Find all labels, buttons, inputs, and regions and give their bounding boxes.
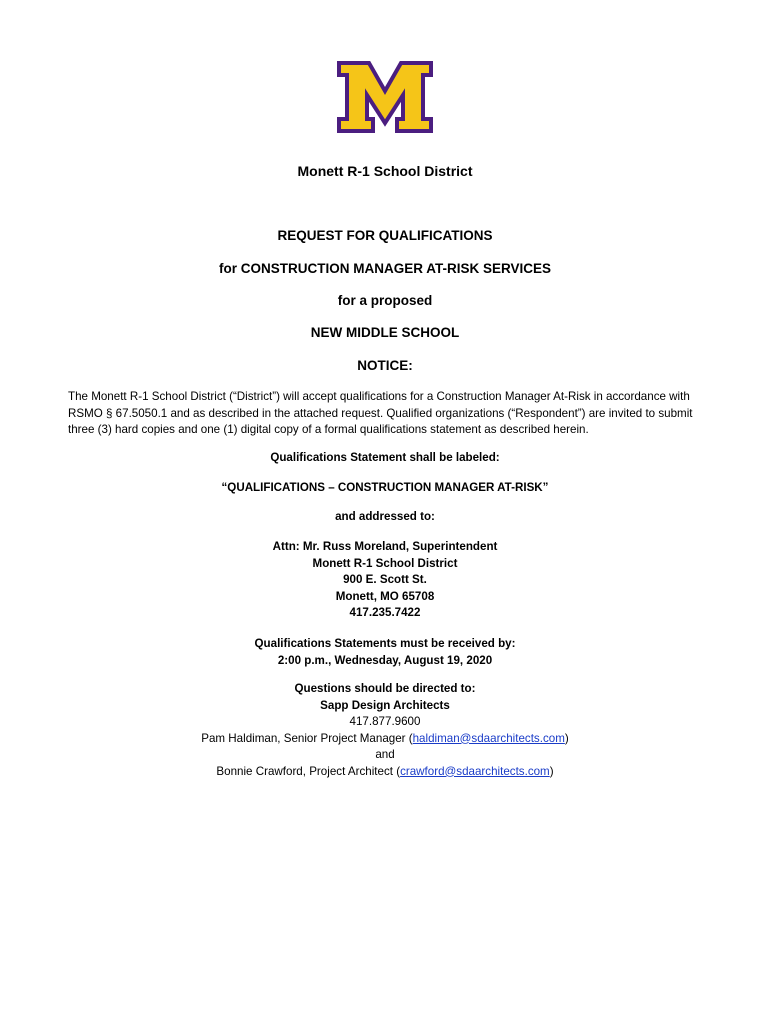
rfq-title: REQUEST FOR QUALIFICATIONS — [277, 228, 493, 243]
rfq-proposed: for a proposed — [337, 293, 433, 308]
rfq-project: NEW MIDDLE SCHOOL — [310, 325, 460, 340]
address-street: 900 E. Scott St. — [343, 573, 427, 586]
contact-bonnie — [0, 764, 770, 781]
deadline-datetime: 2:00 p.m., Wednesday, August 19, 2020 — [277, 653, 493, 667]
mailing-address — [0, 539, 770, 622]
notice-paragraph — [68, 389, 708, 439]
notice-heading: NOTICE: — [357, 358, 413, 373]
contact-pam-close: ) — [564, 731, 569, 745]
questions-heading: Questions should be directed to: — [294, 682, 476, 695]
deadline-heading: Qualifications Statements must be received by: — [254, 637, 516, 650]
questions-firm: Sapp Design Architects — [320, 698, 450, 712]
address-phone: 417.235.7422 — [349, 606, 421, 619]
contact-pam-text: Pam Haldiman, Senior Project Manager ( — [201, 731, 413, 745]
crawford-email-link[interactable]: crawford@sdaarchitects.com — [400, 764, 550, 778]
paragraph-line: three (3) hard copies and one (1) digital copy of a formal qualifications statement as described herein. — [68, 423, 589, 437]
paragraph-line: The Monett R-1 School District (“District”) will accept qualifications for a Construction Manager At-Risk in accordance with — [68, 390, 690, 403]
rfq-services: for CONSTRUCTION MANAGER AT-RISK SERVICES — [218, 261, 551, 276]
contact-bonnie-text: Bonnie Crawford, Project Architect ( — [216, 764, 401, 778]
address-org: Monett R-1 School District — [312, 556, 458, 570]
and-text: and — [375, 748, 395, 761]
labeling-heading: Qualifications Statement shall be labeled: — [270, 451, 500, 464]
haldiman-email-link[interactable]: haldiman@sdaarchitects.com — [412, 731, 565, 745]
paragraph-line: RSMO § 67.5050.1 and as described in the attached request. Qualified organizations (“Respondent”) are invited to submit — [68, 406, 693, 420]
district-title: Monett R-1 School District — [297, 163, 473, 179]
logo-m-shape — [339, 63, 431, 131]
addressed-to: and addressed to: — [335, 510, 435, 523]
contact-pam — [0, 731, 770, 748]
address-attn: Attn: Mr. Russ Moreland, Superintendent — [272, 540, 498, 553]
questions-block — [0, 681, 770, 780]
address-city: Monett, MO 65708 — [335, 589, 435, 603]
questions-phone: 417.877.9600 — [349, 715, 421, 728]
district-logo — [337, 61, 433, 133]
deadline-block — [0, 636, 770, 669]
labeling-text: “QUALIFICATIONS – CONSTRUCTION MANAGER AT-RISK” — [221, 481, 549, 494]
contact-bonnie-close: ) — [549, 764, 554, 778]
